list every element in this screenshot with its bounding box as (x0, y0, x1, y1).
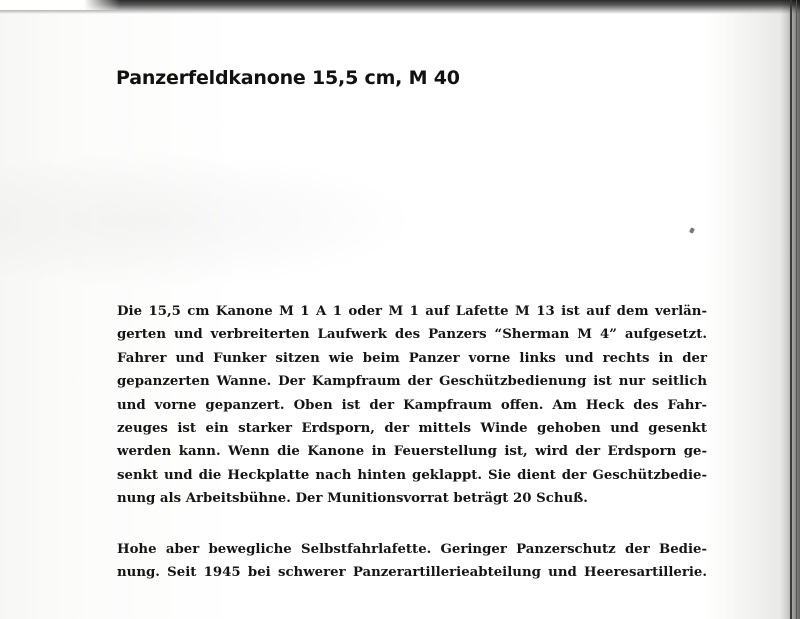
text-line: Fahrer und Funker sitzen wie beim Panzer vorne links und rechts in der (117, 350, 707, 366)
text-line: nung als Arbeitsbühne. Der Munitionsvorrat beträgt 20 Schuß. (117, 491, 588, 507)
text-line: nung. Seit 1945 bei schwerer Panzerartillerieabteilung und Heeresartillerie. (117, 565, 707, 581)
bleed-through-shadow (0, 150, 420, 290)
paragraph-description (117, 300, 707, 511)
dust-speck (689, 227, 695, 233)
text-line: Hohe aber bewegliche Selbstfahrlafette. Geringer Panzerschutz der Bedie- (117, 542, 707, 557)
text-line: gepanzerten Wanne. Der Kampfraum der Geschützbedienung ist nur seitlich (117, 374, 707, 390)
page-top-edge (0, 0, 800, 14)
text-line: gerten und verbreiterten Laufwerk des Panzers “Sherman M 4” aufgesetzt. (117, 327, 707, 343)
text-line: Die 15,5 cm Kanone M 1 A 1 oder M 1 auf Lafette M 13 ist auf dem verlän- (117, 304, 707, 319)
binding-edge-line (790, 0, 792, 619)
text-line: werden kann. Wenn die Kanone in Feuerstellung ist, wird der Erdsporn ge- (117, 444, 707, 460)
page-top-corner (0, 0, 120, 10)
text-line: und vorne gepanzert. Oben ist der Kampfraum offen. Am Heck des Fahr- (117, 397, 707, 413)
text-line: senkt und die Heckplatte nach hinten geklappt. Sie dient der Geschützbedie- (117, 467, 707, 483)
text-line: zeuges ist ein starker Erdsporn, der mittels Winde gehoben und gesenkt (117, 420, 707, 436)
binding-edge-line-outer (796, 0, 797, 619)
page-title: Panzerfeldkanone 15,5 cm, M 40 (116, 67, 460, 89)
paragraph-assessment (117, 538, 707, 585)
